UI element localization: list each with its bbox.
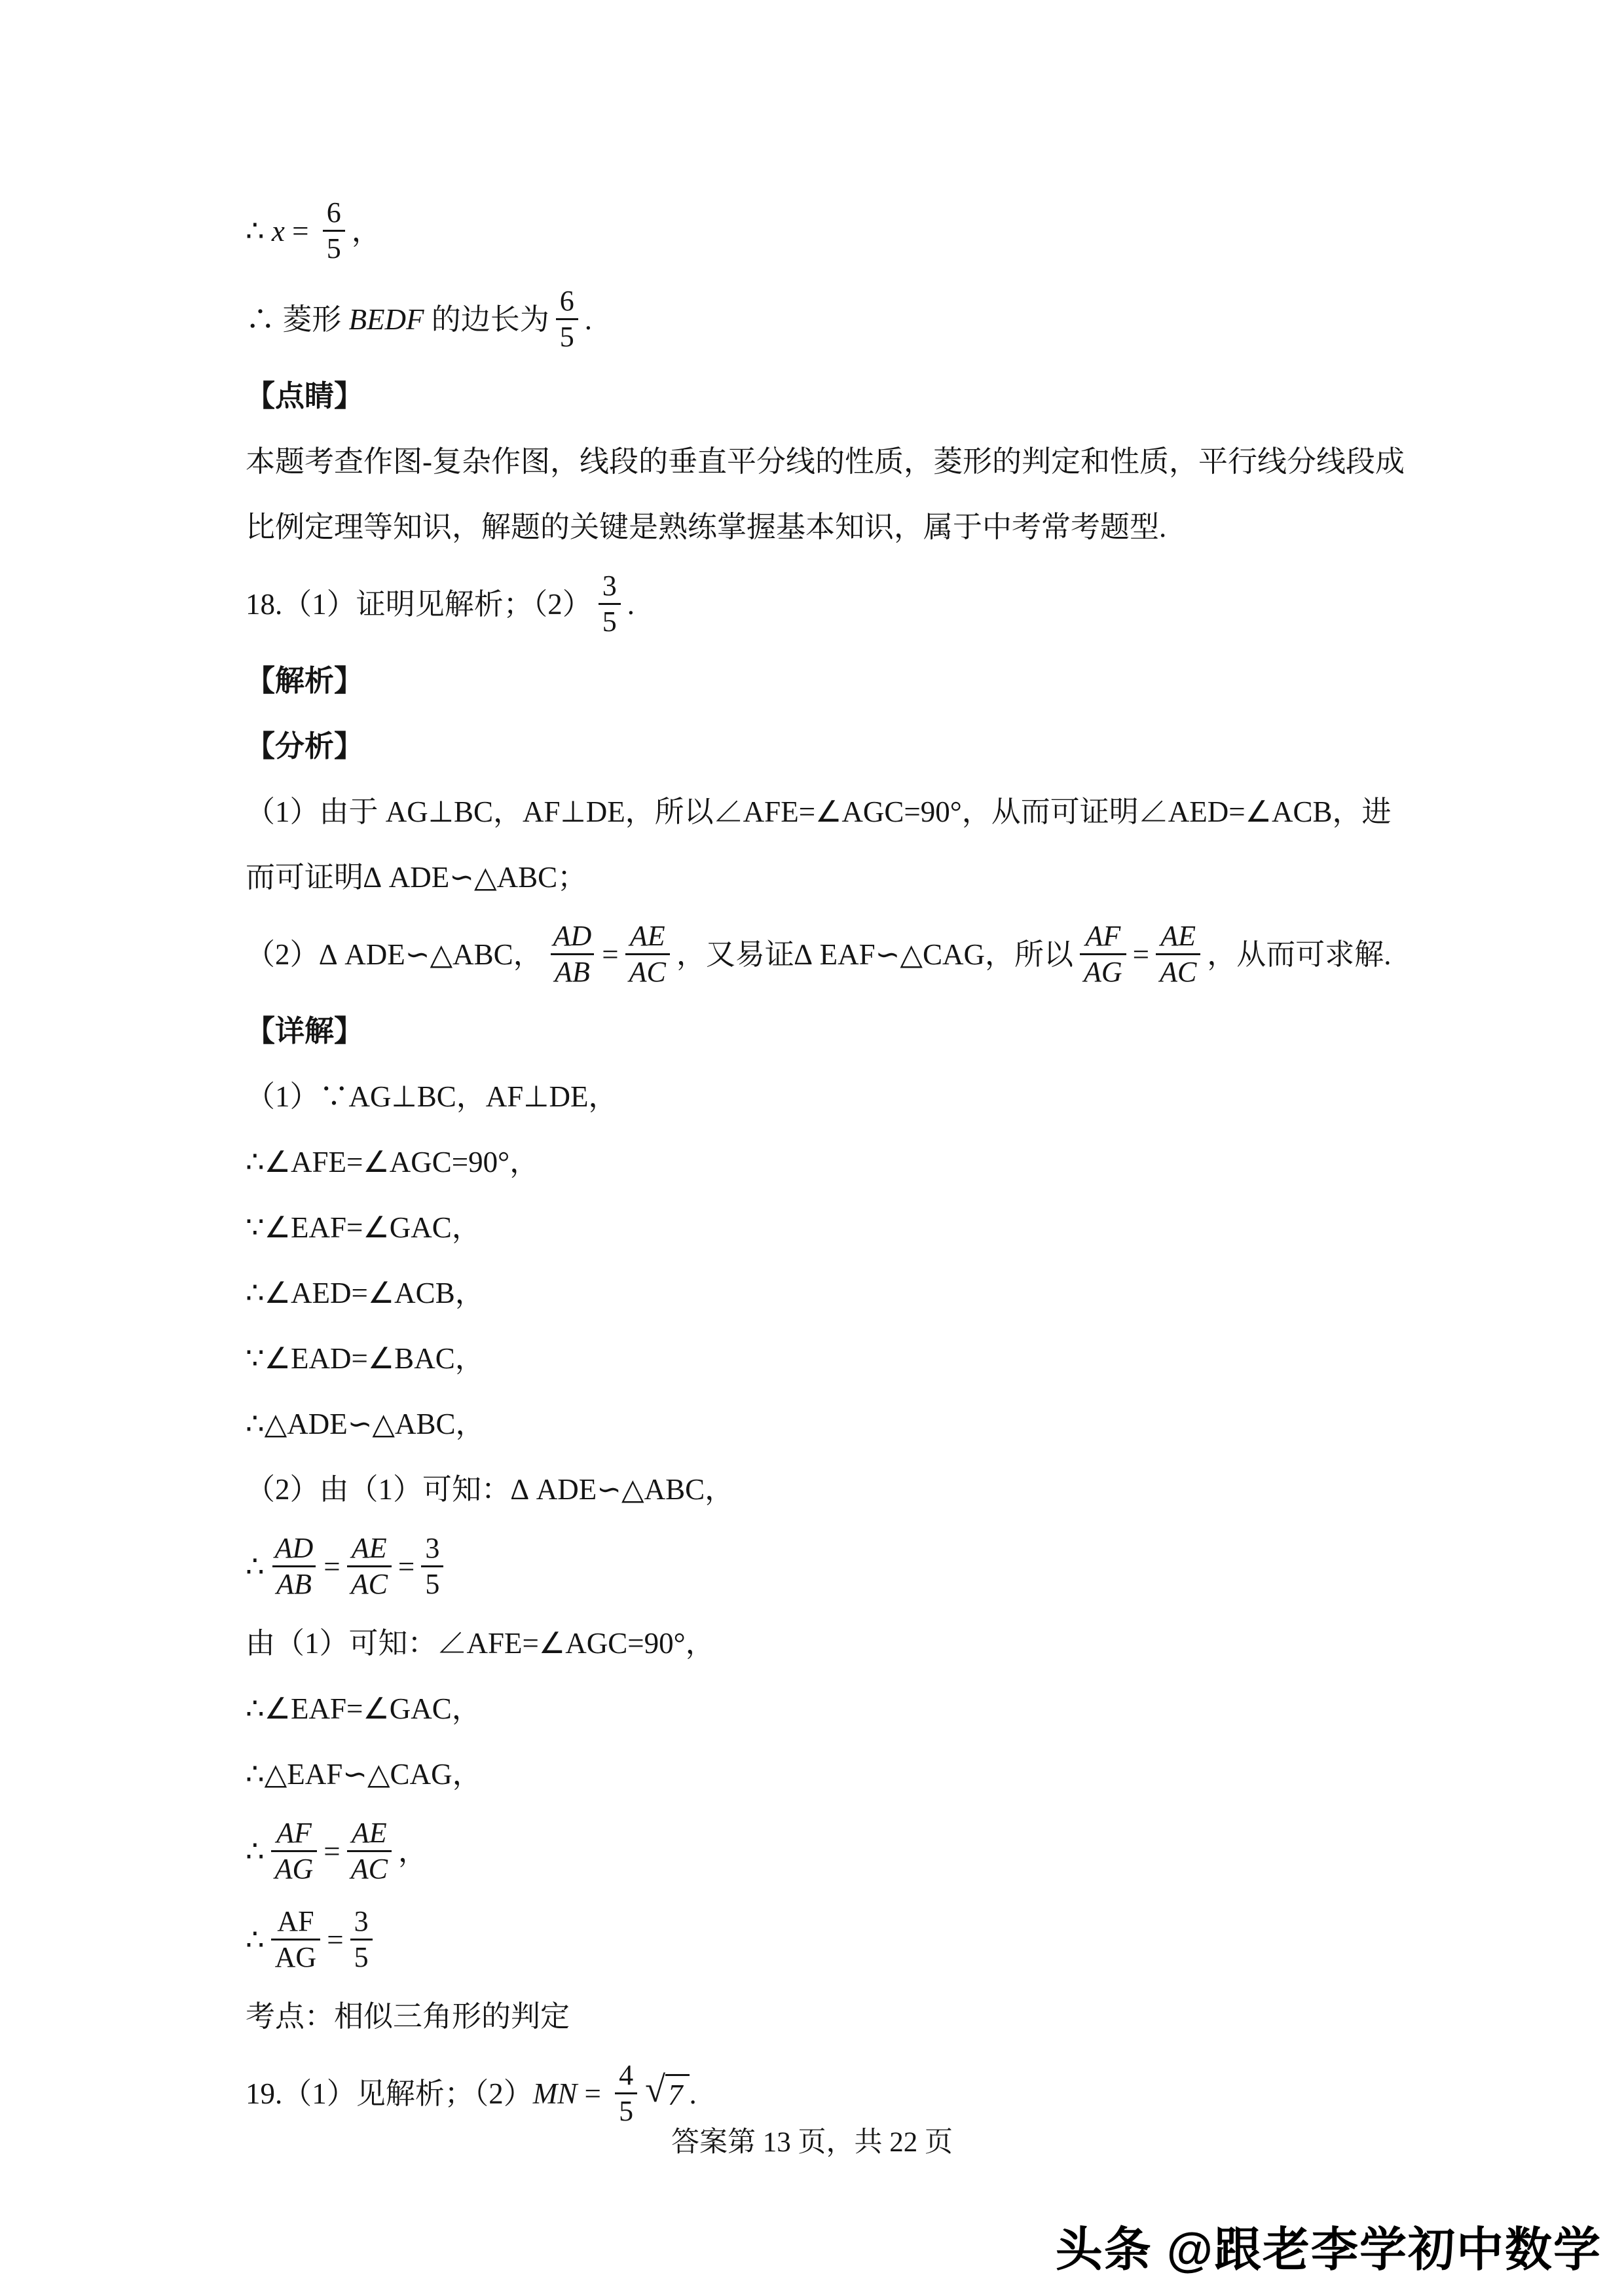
fraction: [271, 1816, 318, 1886]
answer-line-18: [246, 560, 1398, 648]
numerator: AE: [1160, 920, 1196, 953]
fraction: [556, 284, 578, 354]
numerator: 4: [619, 2059, 634, 2092]
text-run: ∴: [246, 1923, 265, 1956]
radical-sign: √: [645, 2069, 666, 2110]
text-run: =: [323, 1550, 341, 1583]
denominator: 5: [556, 318, 578, 354]
denominator: AG: [271, 1850, 318, 1886]
text-run: ，: [351, 214, 381, 247]
denominator: AB: [272, 1565, 316, 1601]
proof-line-aed-acb: [246, 1260, 1398, 1326]
fraction: [271, 1531, 318, 1601]
text-run: 【解析】: [246, 665, 364, 697]
section-label-dianjing: [246, 363, 1398, 429]
radicand: 7: [665, 2074, 690, 2113]
text-run: ，又易证∆ EAF∽△CAG，所以: [676, 938, 1074, 971]
text-run: ，: [397, 1834, 428, 1868]
numerator: 3: [425, 1532, 440, 1565]
denominator: AB: [551, 953, 594, 989]
proof-line-given: [246, 1064, 1398, 1129]
numerator: AF: [277, 1905, 314, 1938]
numerator: AD: [274, 1532, 314, 1565]
text-run: ∴∠EAF=∠GAC，: [246, 1692, 481, 1725]
text-run: =: [327, 1923, 344, 1956]
proof-line-recall-90: [246, 1611, 1398, 1676]
ratio-line-ad-ab: [246, 1522, 1398, 1611]
analysis-line-1: [246, 779, 1398, 845]
text-run: 考点：相似三角形的判定: [246, 2000, 570, 2033]
fraction: [323, 196, 345, 266]
proof-line-similar-ade-abc: [246, 1391, 1398, 1457]
section-label-xiangjie: [246, 998, 1398, 1064]
comment-line-1: [246, 429, 1405, 494]
fraction: [1080, 919, 1126, 989]
text-run: （2）由（1）可知：∆ ADE∽△ABC，: [246, 1473, 735, 1506]
denominator: AG: [1080, 953, 1126, 989]
fraction: [347, 1816, 392, 1886]
text-run: （1）∵AG⊥BC，AF⊥DE，: [246, 1080, 618, 1113]
text-run: .: [689, 2077, 697, 2110]
fraction: [421, 1531, 443, 1601]
denominator: AC: [1156, 953, 1200, 989]
text-run: 19.（1）见解析；（2）: [246, 2077, 533, 2110]
rhombus-side-line: [246, 275, 1398, 363]
proof-line-angles-90: [246, 1129, 1398, 1195]
denominator: AC: [625, 953, 670, 989]
text-run: .: [584, 302, 592, 336]
denominator: AC: [347, 1850, 392, 1886]
proof-line-part2-recall: [246, 1457, 1398, 1522]
text-run: x: [271, 214, 285, 247]
section-label-jiexi: [246, 648, 1398, 714]
fraction: [271, 1904, 321, 1975]
denominator: 5: [615, 2092, 637, 2128]
proof-line-similar-eaf-cag: [246, 1741, 1398, 1807]
text-run: =: [1132, 938, 1150, 971]
analysis-line-2: [246, 845, 1398, 910]
text-run: =: [602, 938, 619, 971]
document-lines: [246, 187, 1405, 2138]
numerator: AE: [351, 1532, 387, 1565]
text-run: =: [397, 1550, 415, 1583]
text-run: （2）∆ ADE∽△ABC，: [246, 938, 543, 971]
numerator: 6: [326, 196, 341, 229]
fraction: [350, 1904, 373, 1975]
fraction: [625, 919, 670, 989]
proof-line-ead-bac: [246, 1326, 1398, 1391]
numerator: AD: [553, 920, 592, 953]
text-run: .: [627, 587, 635, 621]
text-run: BEDF: [348, 302, 424, 336]
sqrt-expression: [645, 2069, 689, 2113]
text-run: ∴: [246, 1834, 265, 1868]
text-run: ∴: [246, 214, 272, 247]
fraction: [599, 569, 621, 639]
denominator: 5: [421, 1565, 443, 1601]
text-run: MN: [532, 2077, 578, 2110]
text-run: ∴∠AED=∠ACB，: [246, 1277, 485, 1309]
fraction: [347, 1531, 392, 1601]
proof-line-eaf-gac: [246, 1195, 1398, 1260]
text-run: 而可证明∆ ADE∽△ABC；: [246, 861, 587, 894]
page-footer: 答案第 13 页，共 22 页: [671, 2127, 953, 2158]
denominator: AC: [347, 1565, 392, 1601]
text-run: 【分析】: [246, 730, 364, 763]
section-label-fenxi: [246, 714, 1398, 779]
comment-line-2: [246, 494, 1398, 560]
text-run: ∴∠AFE=∠AGC=90°，: [246, 1146, 540, 1178]
text-run: =: [577, 2077, 609, 2110]
text-run: （1）由于 AG⊥BC，AF⊥DE，所以∠AFE=∠AGC=90°，从而可证明∠AED=∠ACB，进: [246, 795, 1392, 828]
numerator: 3: [602, 570, 617, 602]
numerator: AE: [351, 1817, 387, 1850]
denominator: 5: [323, 230, 345, 266]
ratio-line-af-ag: [246, 1807, 1398, 1895]
watermark: 头条 @跟老李学初中数学: [1055, 2224, 1602, 2276]
text-run: ，从而可求解.: [1207, 938, 1392, 971]
x-value-line: [246, 187, 1398, 275]
denominator: 5: [599, 603, 621, 639]
text-run: ∴ 菱形: [246, 302, 349, 336]
text-run: ∵∠EAF=∠GAC，: [246, 1211, 481, 1244]
text-run: ∴: [246, 1550, 265, 1583]
denominator: AG: [271, 1939, 321, 1975]
fraction: [615, 2058, 637, 2128]
exam-point-line: [246, 1984, 1398, 2049]
denominator: 5: [350, 1939, 373, 1975]
numerator: AF: [1085, 920, 1121, 953]
numerator: 6: [559, 285, 574, 318]
text-run: 本题考查作图-复杂作图，线段的垂直平分线的性质，菱形的判定和性质，平行线分线段成: [246, 445, 1405, 478]
text-run: 【详解】: [246, 1015, 364, 1048]
text-run: ∵∠EAD=∠BAC，: [246, 1342, 485, 1375]
numerator: AF: [276, 1817, 312, 1850]
text-run: 比例定理等知识，解题的关键是熟练掌握基本知识，属于中考常考题型.: [246, 511, 1167, 543]
text-run: =: [284, 214, 316, 247]
text-run: 【点睛】: [246, 380, 364, 412]
ratio-line-af-ag-value: [246, 1895, 1398, 1984]
fraction: [549, 919, 596, 989]
analysis-line-3: [246, 910, 1398, 998]
fraction: [1156, 919, 1200, 989]
text-run: ∴△ADE∽△ABC，: [246, 1408, 485, 1440]
text-run: ∴△EAF∽△CAG，: [246, 1758, 482, 1791]
numerator: AE: [629, 920, 665, 953]
text-run: 由（1）可知：∠AFE=∠AGC=90°，: [246, 1627, 715, 1660]
numerator: 3: [354, 1905, 369, 1938]
text-run: 18.（1）证明见解析；（2）: [246, 587, 592, 621]
proof-line-eaf-gac-2: [246, 1676, 1398, 1741]
text-run: =: [323, 1834, 341, 1868]
text-run: 的边长为: [424, 302, 549, 336]
